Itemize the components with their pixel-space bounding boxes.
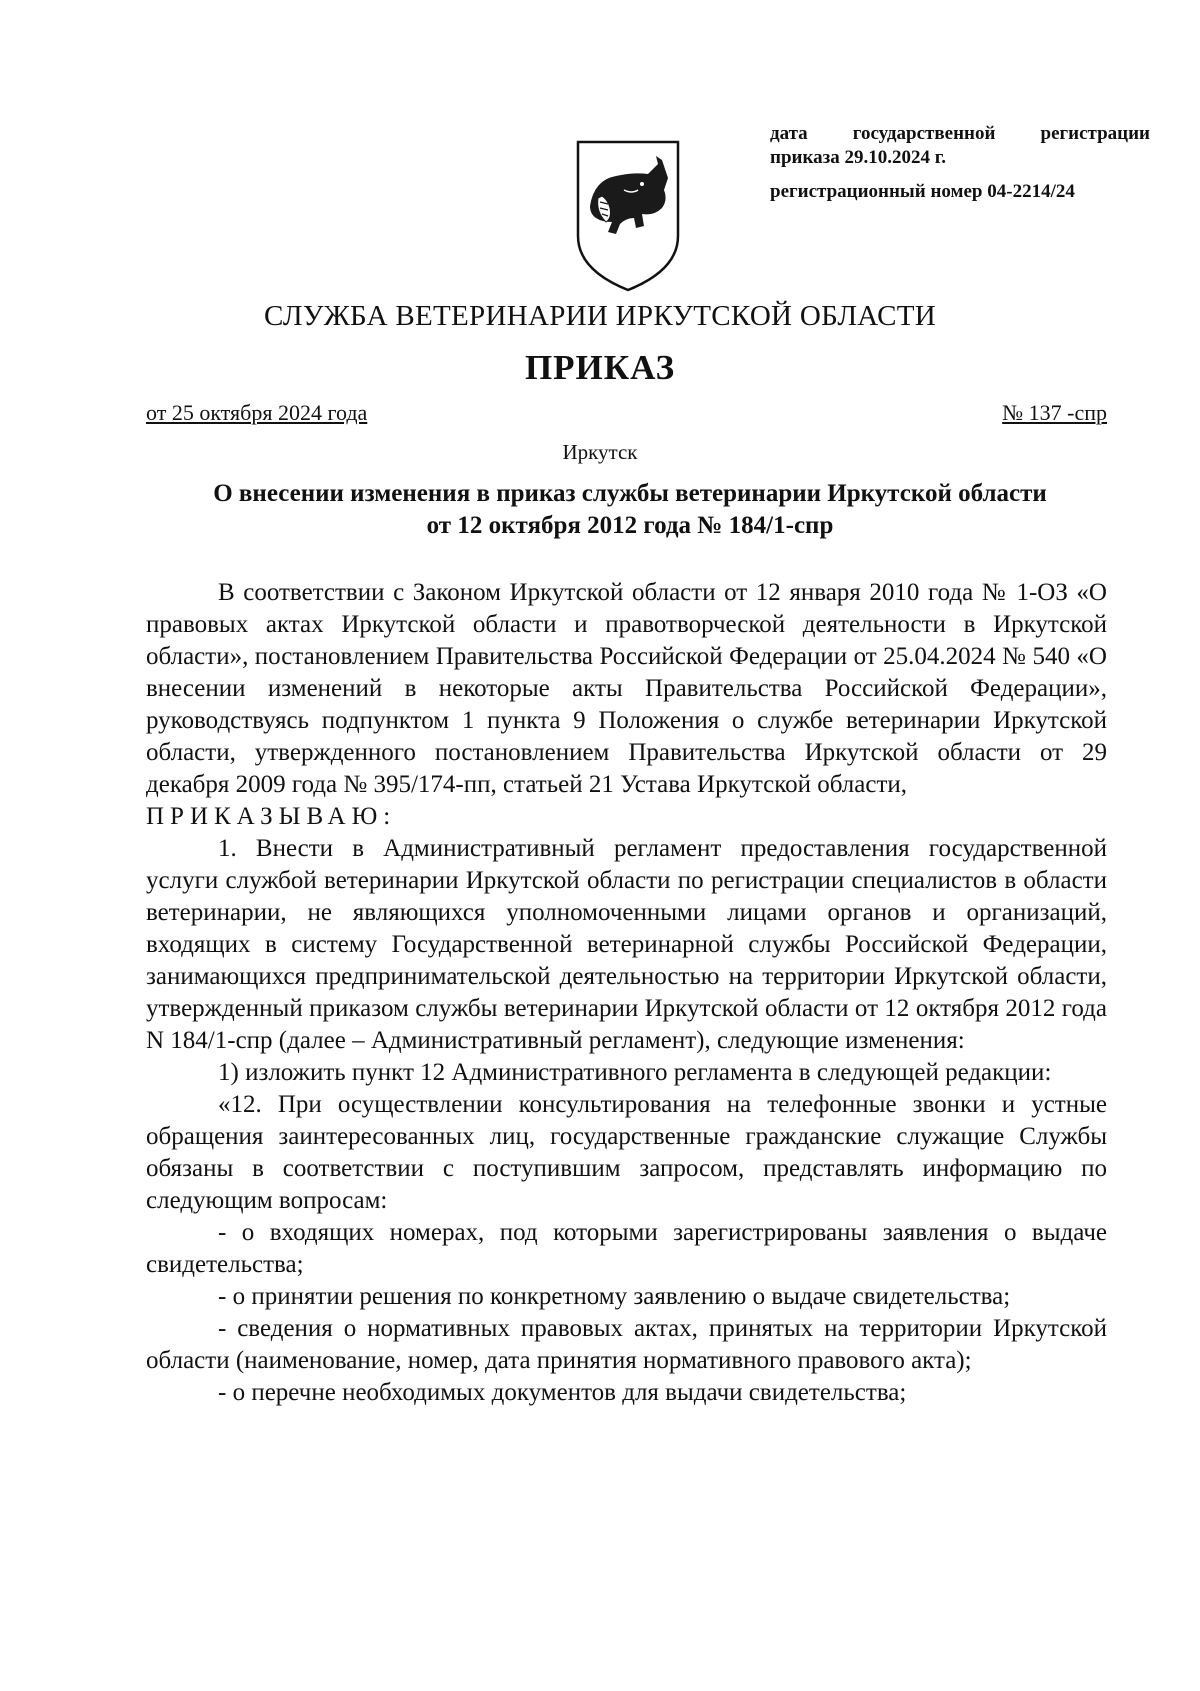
coat-of-arms-icon — [572, 138, 684, 294]
bullet-item: - о входящих номерах, под которыми зарегистрированы заявления о выдаче свидетельства; — [146, 1219, 1107, 1278]
order-heading: ПРИКАЗЫВАЮ: — [146, 803, 397, 830]
preamble-paragraph: В соответствии с Законом Иркутской области от 12 января 2010 года № 1-ОЗ «О правовых актах Иркутской области и правотворческой деятельности в Иркутской области», постановлением Правительства Российской Федерации от 25.04.2024 № 540 «О внесении изменений в некоторые акты Правительства Российской Федерации», руководствуясь подпунктом 1 пункта 9 Положения о службе ветеринарии Иркутской области, утвержденного постановлением Правительства Иркутской области от 29 декабря 2009 года № 395/174-пп, статьей 21 Устава Иркутской области, — [146, 579, 1107, 798]
registration-number: регистрационный номер 04-2214/24 — [770, 181, 1075, 202]
bullet-item: - о принятии решения по конкретному заявлению о выдаче свидетельства; — [218, 1283, 1011, 1310]
agency-name: СЛУЖБА ВЕТЕРИНАРИИ ИРКУТСКОЙ ОБЛАСТИ — [264, 300, 936, 332]
title-line-1: О внесении изменения в приказ службы ветеринарии Иркутской области — [213, 480, 1047, 507]
registration-info — [770, 122, 1150, 204]
registration-date-label: дата государственной регистрации — [770, 123, 1150, 144]
item-1-paragraph: 1. Внести в Административный регламент предоставления государственной услуги службой ветеринарии Иркутской области по регистрации специалистов в области ветеринарии, не являющихся уполномоченными лицами органов и организаций, входящих в систему Государственной ветеринарной службы Российской Федерации, занимающихся предпринимательской деятельностью на территории Иркутской области, утвержденный приказом службы ветеринарии Иркутской области от 12 октября 2012 года N 184/1-спр (далее – Административный регламент), следующие изменения: — [146, 835, 1107, 1054]
subitem-1-paragraph: 1) изложить пункт 12 Административного регламента в следующей редакции: — [218, 1059, 1052, 1086]
document-type: ПРИКАЗ — [524, 348, 676, 387]
title-line-2: от 12 октября 2012 года № 184/1-спр — [426, 512, 834, 539]
document-title — [140, 478, 1120, 542]
bullet-item: - о перечне необходимых документов для выдачи свидетельства; — [218, 1379, 907, 1406]
registration-date: приказа 29.10.2024 г. — [770, 147, 946, 168]
quoted-item-12-paragraph: «12. При осуществлении консультирования на телефонные звонки и устные обращения заинтересованных лиц, государственные гражданские служащие Службы обязаны в соответствии с поступившим запросом, представлять информацию по следующим вопросам: — [146, 1091, 1107, 1214]
document-number: № 137 -спр — [1002, 400, 1107, 425]
bullet-item: - сведения о нормативных правовых актах, принятых на территории Иркутской области (наименование, номер, дата принятия нормативного правового акта); — [146, 1315, 1107, 1374]
document-body — [146, 577, 1107, 1409]
document-date: от 25 октября 2024 года — [146, 400, 368, 425]
document-city: Иркутск — [562, 440, 638, 464]
